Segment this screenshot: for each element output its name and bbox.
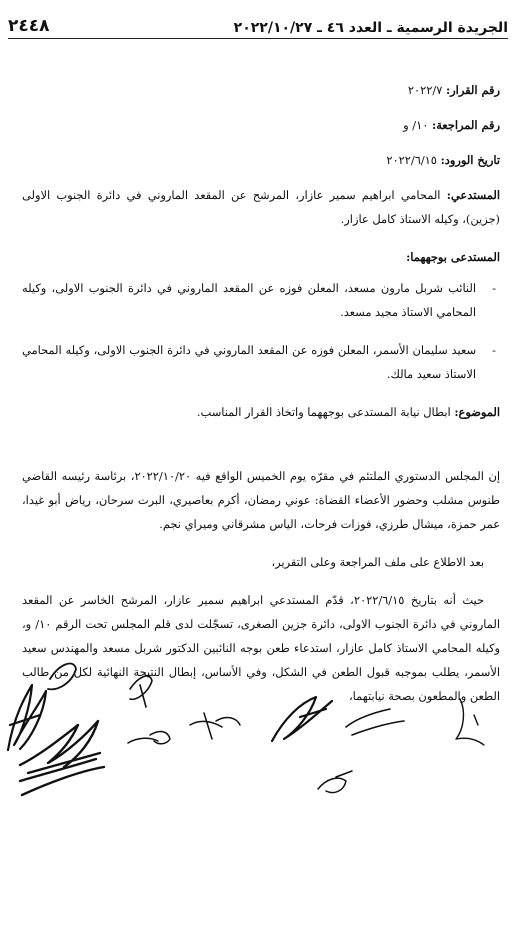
review-number-value: ١٠/ و bbox=[403, 118, 429, 132]
header-rule bbox=[8, 38, 508, 39]
signature-9 bbox=[456, 699, 484, 745]
petitioner-label: المستدعي: bbox=[446, 188, 501, 202]
signature-8 bbox=[318, 771, 352, 793]
respondents-list bbox=[22, 276, 500, 386]
signature-4 bbox=[128, 732, 170, 744]
signature-6 bbox=[272, 697, 332, 741]
subject-label: الموضوع: bbox=[454, 405, 500, 419]
signature-5 bbox=[190, 713, 240, 739]
list-item: - سعيد سليمان الأسمر، المعلن فوزه عن المقعد الماروني في دائرة الجنوب الاولى، وكيله المحامي الاستاذ سعيد مالك. bbox=[22, 338, 500, 386]
decision-number bbox=[22, 78, 500, 102]
signature-7 bbox=[346, 709, 404, 735]
petitioner-text: المحامي ابراهيم سمير عازار، المرشح عن المقعد الماروني في دائرة الجنوب الاولى (جزين)، وكيله الاستاذ كامل عازار. bbox=[22, 188, 500, 226]
council-paragraph: إن المجلس الدستوري الملتئم في مقرّه يوم الخميس الواقع فيه ٢٠٢٢/١٠/٢٠، برئاسة رئيسه القاضي طنوس مشلب وحضور الأعضاء القضاة: عوني رمضان، أكرم بعاصيري، البرت سرحان، رياض أبو غيدا، عمر حمزة، ميشال طرزي، فوزات فرحات، الياس مشرقاني وميراي نجم. bbox=[22, 469, 500, 531]
arrival-date-label: تاريخ الورود: bbox=[440, 153, 500, 167]
respondents-label: المستدعى بوجههما: bbox=[406, 250, 500, 264]
review-number bbox=[22, 113, 500, 137]
page-number: ٢٤٤٨ bbox=[8, 16, 50, 36]
subject-text: ابطال نيابة المستدعى بوجههما واتخاذ القرار المناسب. bbox=[196, 405, 451, 419]
review-number-label: رقم المراجعة: bbox=[431, 118, 500, 132]
document-body bbox=[22, 78, 500, 708]
petitioner-section bbox=[22, 183, 500, 231]
signatures-area bbox=[0, 655, 516, 825]
arrival-date bbox=[22, 148, 500, 172]
list-dash: - bbox=[492, 343, 496, 357]
decision-number-label: رقم القرار: bbox=[445, 83, 500, 97]
review-paragraph: بعد الاطلاع على ملف المراجعة وعلى التقرير، bbox=[271, 555, 484, 569]
whereas-paragraph: حيث أنه بتاريخ ٢٠٢٢/٦/١٥، قدّم المستدعي ابراهيم سمير عازار، المرشح الخاسر عن المقعد الماروني في دائرة الجنوب الاولى، دائرة جزين الصغرى، تسجّلت لدى قلم المجلس تحت الرقم ١٠/ و، وكيله المحامي الاستاذ كامل عازار، استدعاء طعن بوجه النائبين الدكتور شربل مسعد والمهندس سعيد الأسمر، يطلب بموجبه قبول الطعن في الشكل، وفي الأساس، إبطال النتيجة النهائية لكل من طالب الطعن والمطعون بصحة نيابتهما، bbox=[22, 593, 500, 703]
arrival-date-value: ٢٠٢٢/٦/١٥ bbox=[386, 153, 437, 167]
list-item: - النائب شربل مارون مسعد، المعلن فوزه عن المقعد الماروني في دائرة الجنوب الاولى، وكيله المحامي الاستاذ مجيد مسعد. bbox=[22, 276, 500, 324]
signature-3 bbox=[130, 676, 152, 707]
signature-10 bbox=[48, 664, 76, 690]
list-dash: - bbox=[492, 281, 496, 295]
page-header bbox=[8, 10, 508, 36]
decision-number-value: ٢٠٢٢/٧ bbox=[407, 83, 443, 97]
subject-section bbox=[22, 400, 500, 424]
gazette-title: الجريدة الرسمية ـ العدد ٤٦ ـ ٢٠٢٢/١٠/٢٧ bbox=[233, 20, 508, 36]
signature-1 bbox=[8, 685, 46, 750]
